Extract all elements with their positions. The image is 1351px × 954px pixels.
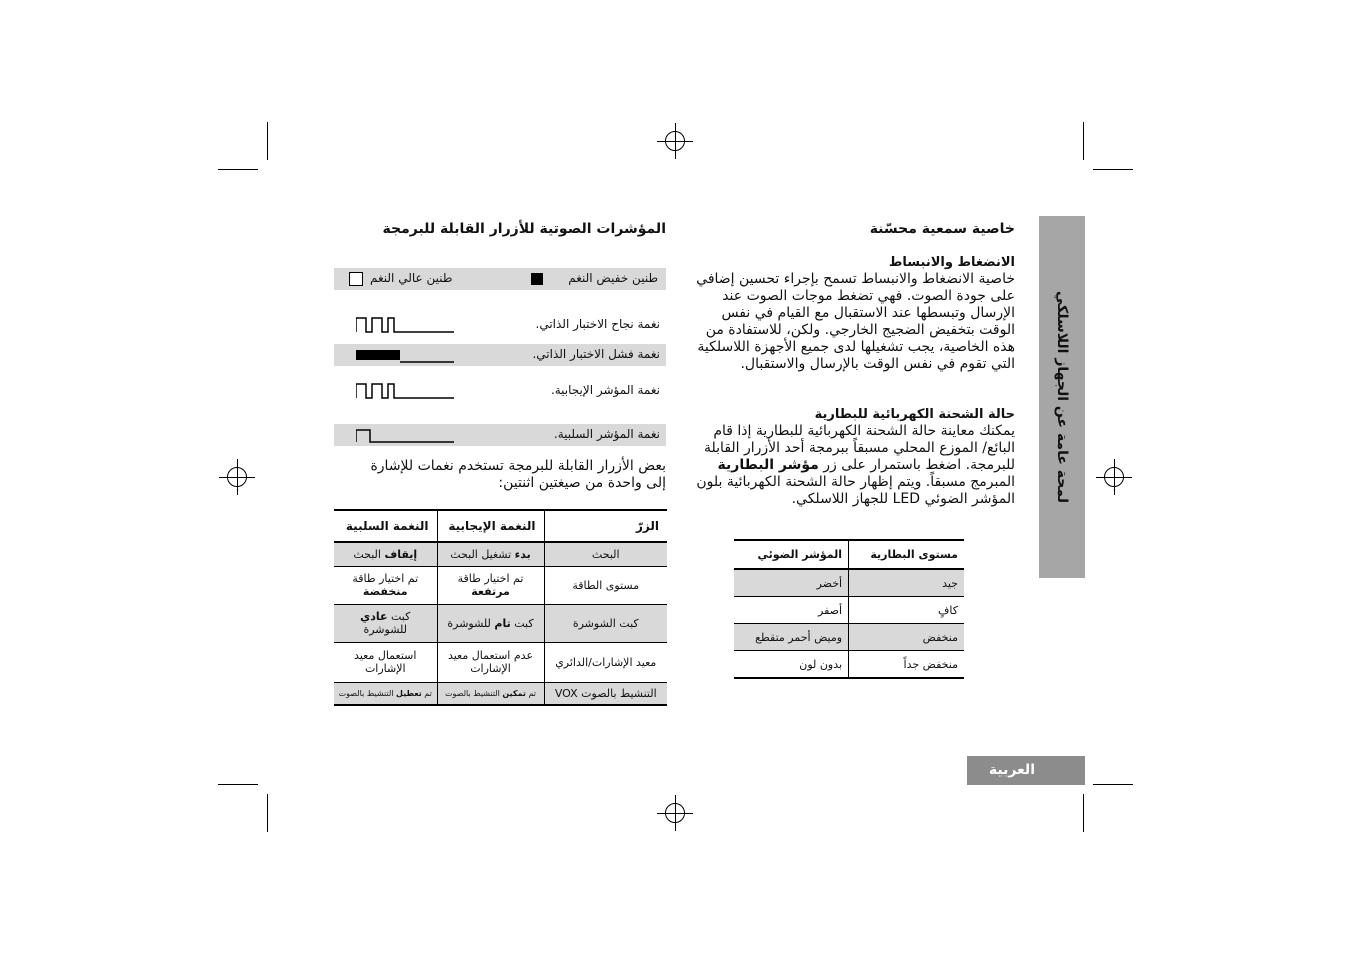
- table-header: المؤشر الضوئي: [734, 540, 849, 569]
- table-header: النغمة الإيجابية: [437, 510, 544, 542]
- crop-mark: [267, 794, 268, 832]
- registration-mark: [657, 123, 693, 159]
- tone-label: نغمة نجاح الاختبار الذاتي.: [535, 317, 660, 331]
- tone-row: [334, 424, 666, 446]
- battery-table: [734, 539, 964, 679]
- table-cell: بدون لون: [734, 651, 849, 679]
- tone-waveform-icon: [356, 316, 456, 334]
- table-cell: كبت تام للشوشرة: [437, 604, 544, 642]
- tone-row: [334, 380, 666, 402]
- table-cell: أخضر: [734, 569, 849, 597]
- language-tab: العربية: [967, 756, 1085, 785]
- table-cell: كبت عادي للشوشرة: [334, 604, 437, 642]
- table-header: مستوى البطارية: [849, 540, 964, 569]
- table-cell: استعمال معيد الإشارات: [334, 642, 437, 682]
- tone-label: نغمة فشل الاختبار الذاتي.: [532, 347, 660, 361]
- table-cell: كبت الشوشرة: [544, 604, 667, 642]
- table-cell: إيقاف البحث: [334, 542, 437, 566]
- table-cell: وميض أحمر متقطع: [734, 624, 849, 651]
- table-row: [734, 597, 964, 624]
- crop-mark: [218, 784, 258, 785]
- table-cell: مستوى الطاقة: [544, 566, 667, 604]
- table-cell: تم تعطيل التنشيط بالصوت: [334, 682, 437, 705]
- low-tone-label: طنين خفيض النغم: [568, 271, 658, 285]
- table-cell: منخفض: [849, 624, 964, 651]
- table-row: [334, 604, 667, 642]
- crop-mark: [267, 122, 268, 160]
- table-row: [734, 624, 964, 651]
- right-title: خاصية سمعية محسّنة: [869, 221, 1015, 237]
- tone-row: [334, 314, 666, 336]
- high-tone-label: طنين عالي النغم: [370, 271, 453, 285]
- table-header-row: [334, 510, 667, 542]
- high-tone-swatch-icon: [349, 272, 363, 286]
- table-cell: بدء تشغيل البحث: [437, 542, 544, 566]
- tone-label: نغمة المؤشر السلبية.: [553, 427, 660, 441]
- crop-mark: [1083, 122, 1084, 160]
- table-cell: عدم استعمال معيد الإشارات: [437, 642, 544, 682]
- crop-mark: [1093, 169, 1133, 170]
- low-tone-swatch-icon: [531, 273, 543, 285]
- tone-legend: [334, 268, 666, 290]
- section-title-battery: حالة الشحنة الكهربائية للبطارية: [814, 407, 1015, 422]
- table-cell: منخفض جداً: [849, 651, 964, 679]
- tone-label: نغمة المؤشر الإيجابية.: [550, 383, 660, 397]
- table-cell: كافٍ: [849, 597, 964, 624]
- table-header: الزرّ: [544, 510, 667, 542]
- buttons-intro: بعض الأزرار القابلة للبرمجة تستخدم نغمات للإشارة إلى واحدة من صيغتين اثنتين:: [370, 458, 666, 491]
- table-row: [334, 642, 667, 682]
- registration-mark: [657, 795, 693, 831]
- registration-mark: [219, 459, 255, 495]
- table-header: النغمة السلبية: [334, 510, 437, 542]
- table-header-row: [734, 540, 964, 569]
- section-body-compander: خاصية الانضغاط والانبساط تسمح بإجراء تحسين إضافي على جودة الصوت. فهي تضغط موجات الصوت عند الإرسال وتبسطها عند الاستقبال مع القيام في نفس الوقت بتخفيض الضجيج الخارجي. ولكن، للاستفادة من هذه الخاصية، يجب تشغيلها لدى جميع الأجهزة اللاسلكية التي تقوم في نفس الوقت بالإرسال والاستقبال.: [696, 271, 1015, 372]
- table-row: [334, 542, 667, 566]
- tone-waveform-icon: [356, 426, 456, 444]
- table-cell: تم اختيار طاقة مرتفعة: [437, 566, 544, 604]
- table-cell: تم تمكين التنشيط بالصوت: [437, 682, 544, 705]
- table-cell: جيد: [849, 569, 964, 597]
- buttons-tone-table: [334, 509, 667, 706]
- left-title: المؤشرات الصوتية للأزرار القابلة للبرمجة: [382, 221, 666, 237]
- crop-mark: [1083, 794, 1084, 832]
- table-cell: البحث: [544, 542, 667, 566]
- tone-waveform-icon: [356, 346, 456, 364]
- tone-waveform-icon: [356, 382, 456, 400]
- table-cell: التنشيط بالصوت VOX: [544, 682, 667, 705]
- side-tab-label: لمحة عامة عن الجهاز اللاسلكي: [1054, 290, 1070, 504]
- table-cell: أصفر: [734, 597, 849, 624]
- table-cell: تم اختيار طاقة منخفضة: [334, 566, 437, 604]
- table-cell: معيد الإشارات/الدائري: [544, 642, 667, 682]
- table-row: [734, 569, 964, 597]
- table-row: [334, 566, 667, 604]
- table-row: [734, 651, 964, 679]
- section-title-compander: الانضغاط والانبساط: [888, 255, 1015, 270]
- side-tab: [1039, 216, 1085, 578]
- crop-mark: [1093, 784, 1133, 785]
- table-row: [334, 682, 667, 705]
- tone-row: [334, 344, 666, 366]
- registration-mark: [1096, 459, 1132, 495]
- section-body-battery: يمكنك معاينة حالة الشحنة الكهربائية للبطارية إذا قام البائع/ الموزع المحلي مسبقاً ببرمجة أحد الأزرار القابلة للبرمجة. اضغط باستمرار على زر مؤشر البطارية المبرمج مسبقاً. ويتم إظهار حالة الشحنة الكهربائية بلون المؤشر الضوئي LED للجهاز اللاسلكي.: [696, 423, 1015, 507]
- crop-mark: [218, 169, 258, 170]
